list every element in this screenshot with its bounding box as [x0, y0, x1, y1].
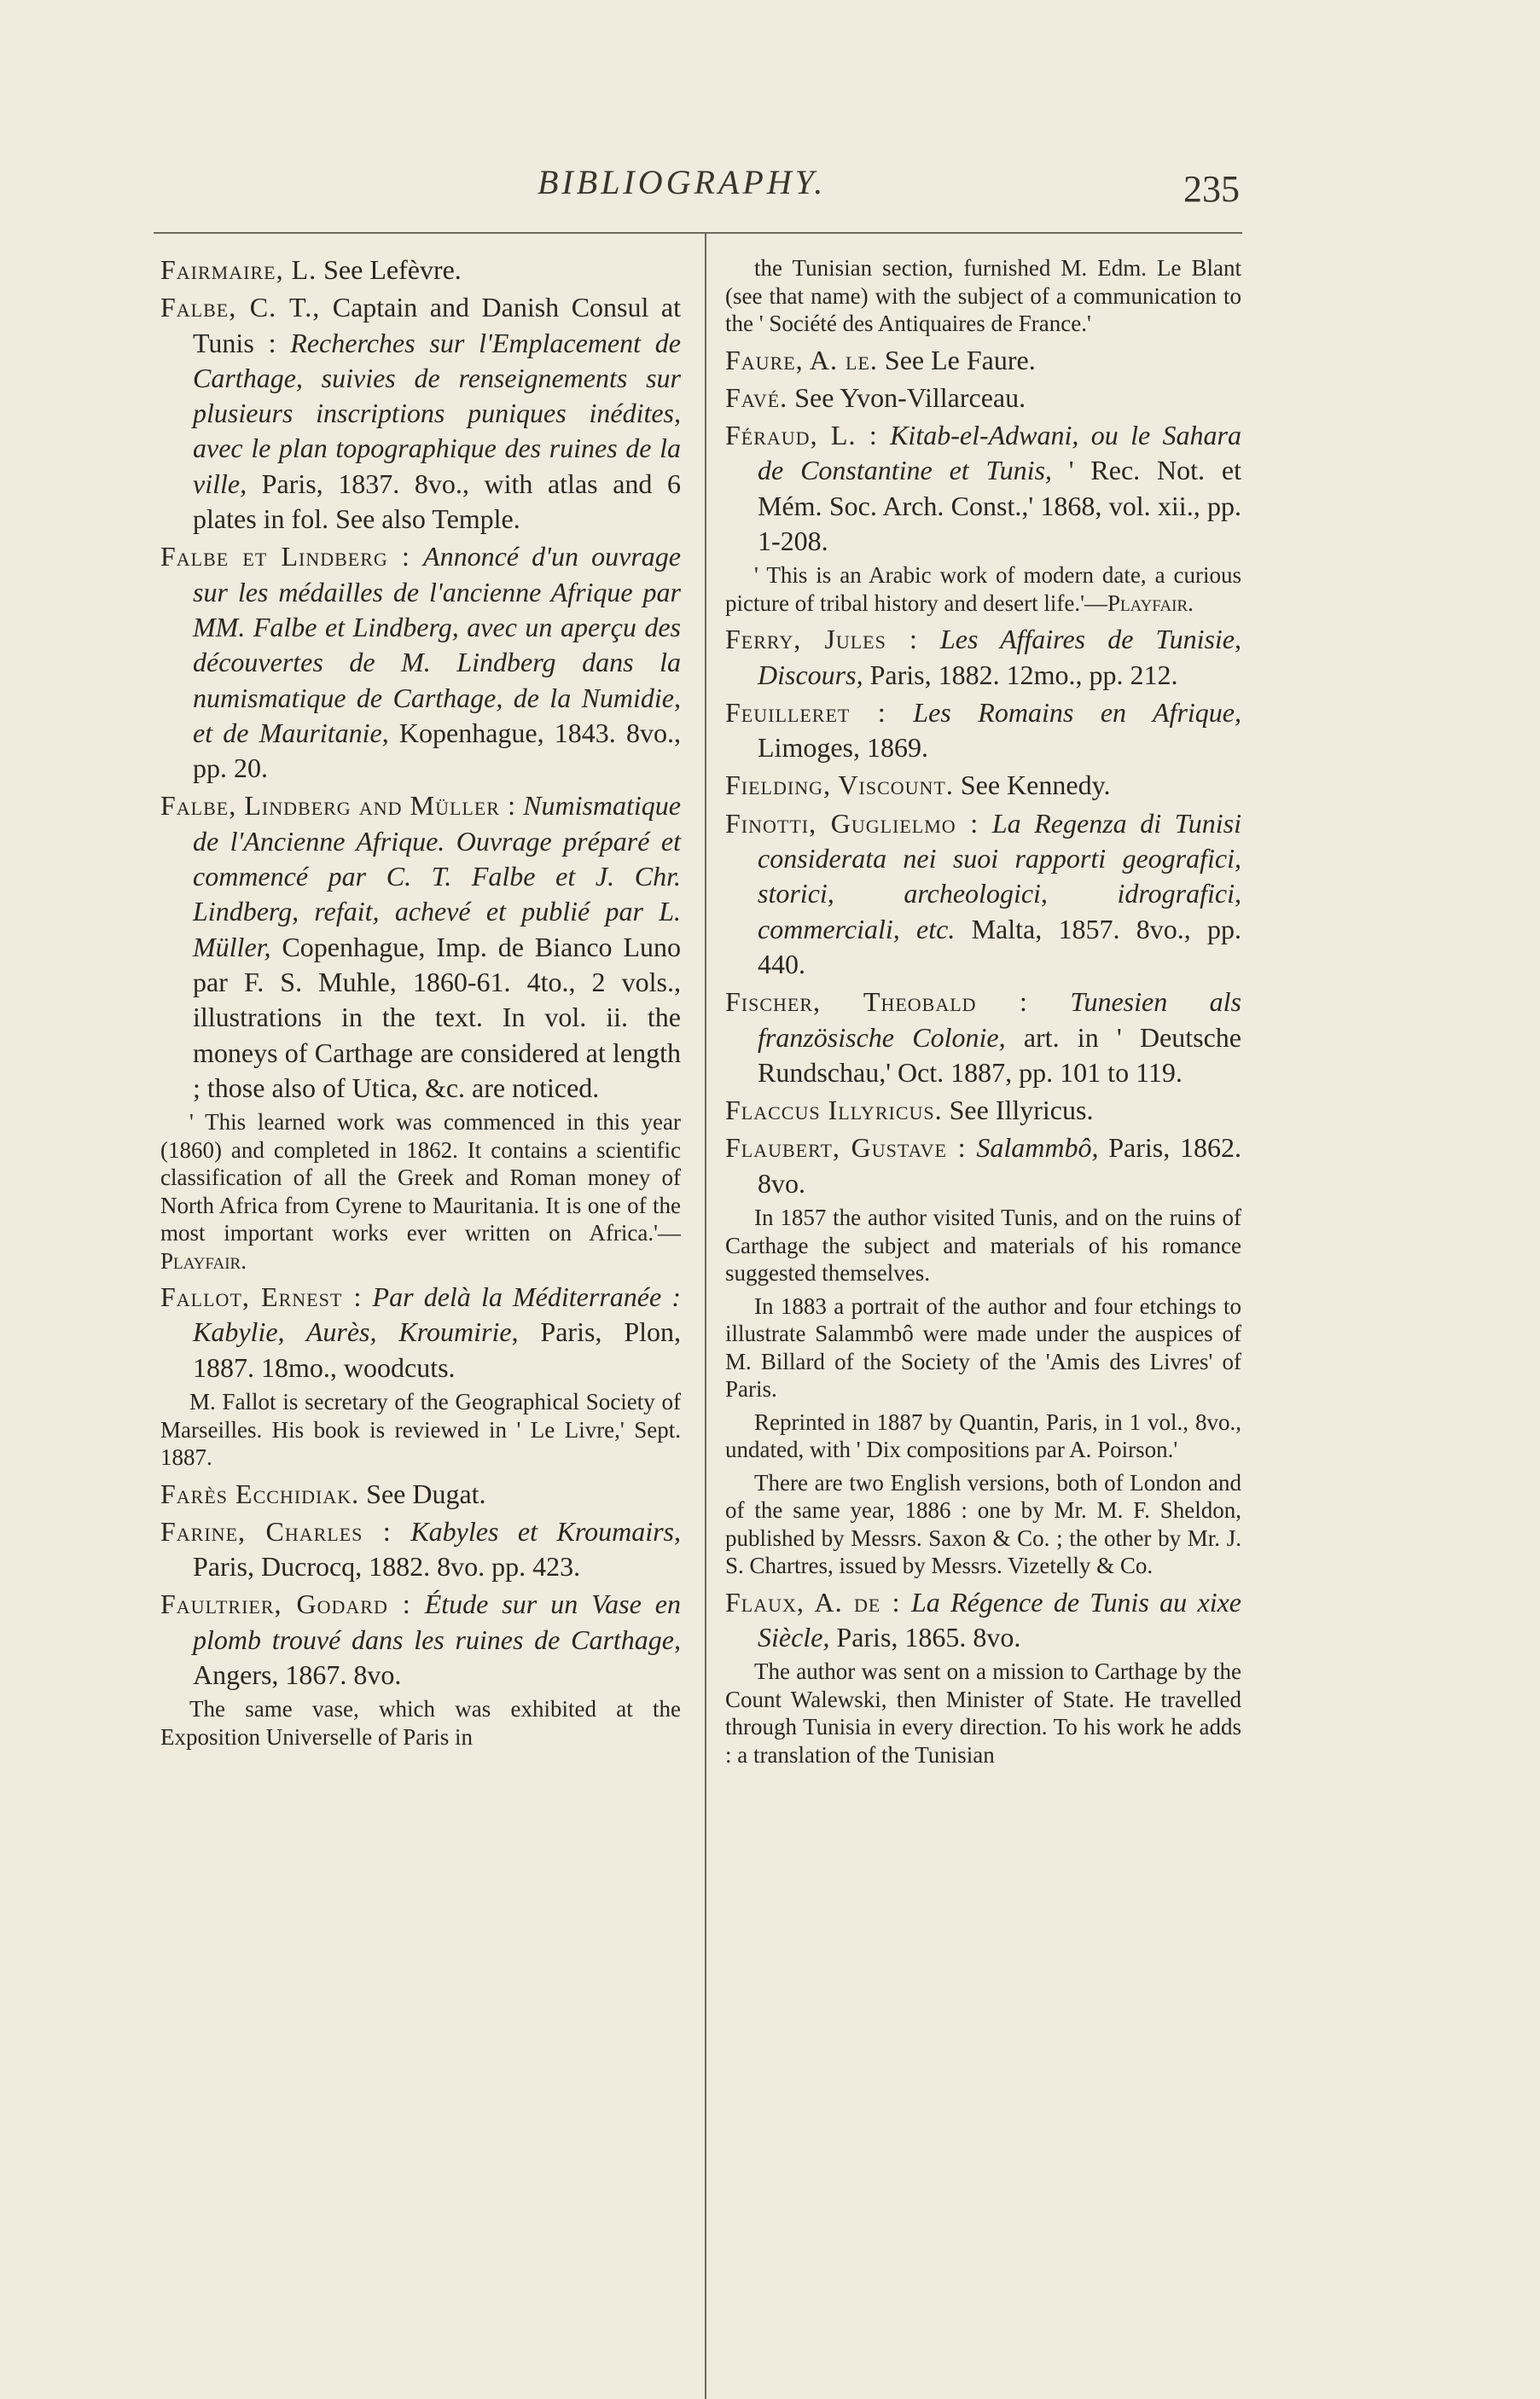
entry-text — [886, 697, 914, 728]
entry-text: See Yvon-Villarceau. — [787, 381, 1026, 413]
entry-details: art. in ' Deutsche Rundschau,' Oct. 1887, pp. 101 to 119. — [758, 1021, 1242, 1088]
entry-author: Fairmaire, L. — [160, 254, 317, 285]
entry-title: Annoncé d'un ouvrage sur les médailles de l'ancienne Afrique par MM. Falbe et Lindberg, avec un aperçu des découvertes de M. Lindberg dans la numismatique de Carthage, de la Numidie, et de Mauritanie, — [193, 541, 682, 748]
left-column — [160, 253, 681, 1756]
entry-author: Falbe, C. T., — [160, 292, 321, 323]
entry-details: Copenhague, Imp. de Bianco Luno par F. S. Muhle, 1860-61. 4to., 2 vols., illustrations in the text. In vol. ii. the moneys of Carthage are considered at length ; those also of Utica, &c. are noticed. — [193, 931, 681, 1103]
entry-title: Par delà la Méditerranée : Kabylie, Aurès, Kroumirie, — [193, 1281, 681, 1348]
note-text: ' This learned work was commenced in this year (1860) and completed in 1862. It contains a scientific classification of all the Greek and Roman money of North Africa from Cyrene to Mauritania. It is one of the most important works ever written on Africa.'— — [160, 1109, 681, 1246]
entry-text: See Kennedy. — [953, 770, 1111, 801]
entry-details: Paris, 1882. 12mo., pp. 212. — [863, 659, 1178, 690]
entry-note — [160, 1388, 681, 1472]
entry-title: Les Romains en Afrique, — [913, 696, 1241, 728]
entry-author: Flaux, A. de : — [725, 1586, 901, 1618]
entry-details: Paris, Ducrocq, 1882. 8vo. pp. 423. — [193, 1551, 581, 1583]
bibliography-entry — [725, 1130, 1241, 1201]
entry-details: Angers, 1867. 8vo. — [193, 1659, 402, 1690]
right-column — [725, 253, 1241, 1774]
entry-author: Fallot, Ernest : — [160, 1281, 363, 1313]
bibliography-entry — [160, 1477, 681, 1512]
note-text: The same vase, which was exhibited at the Exposition Universelle of Paris in — [160, 1696, 681, 1750]
entry-author: Farès Ecchidiak. — [160, 1478, 360, 1509]
note-text: ' This is an Arabic work of modern date, a curious picture of tribal history and desert life.'— — [725, 562, 1241, 616]
entry-author: Falbe, Lindberg and Müller : — [160, 790, 516, 822]
bibliography-entry — [160, 1514, 681, 1585]
bibliography-entry — [725, 1093, 1241, 1128]
entry-details: Limoges, 1869. — [758, 732, 928, 764]
bibliography-entry — [160, 253, 681, 288]
entry-note — [725, 1409, 1241, 1464]
entry-details: Kopenhague, 1843. 8vo., pp. 20. — [193, 717, 682, 784]
entry-text — [918, 624, 940, 654]
entry-text — [410, 541, 423, 572]
page-number: 235 — [1183, 168, 1240, 210]
note-text: There are two English versions, both of London and of the same year, 1886 : one by Mr. M. F. Sheldon, published by Messrs. Saxon & Co. ; the other by Mr. J. S. Chartres, issued by Messrs. Vizetelly & Co. — [725, 1469, 1241, 1579]
entry-details: Malta, 1857. 8vo., pp. 440. — [758, 913, 1242, 979]
entry-title: Recherches sur l'Emplacement de Carthage, suivies de renseignements sur plusieurs inscriptions puniques inédites, avec le plan topographique des ruines de la ville, — [193, 327, 681, 499]
entry-author: Fielding, Viscount. — [725, 770, 954, 801]
entry-details: Paris, 1862. 8vo. — [758, 1132, 1242, 1199]
entry-text — [878, 420, 890, 450]
note-attribution: Playfair. — [1107, 590, 1194, 616]
bibliography-entry — [160, 1587, 681, 1693]
bibliography-entry — [160, 539, 681, 786]
entry-author: Faure, A. le. — [725, 344, 878, 375]
entry-author: Finotti, Guglielmo : — [725, 807, 979, 839]
entry-author: Farine, Charles : — [160, 1515, 392, 1547]
note-text: In 1857 the author visited Tunis, and on the ruins of Carthage the subject and materials of his romance suggested themselves. — [725, 1205, 1241, 1287]
entry-title: La Régence de Tunis au xixe Siècle, — [758, 1586, 1242, 1653]
entry-title: La Regenza di Tunisi considerata nei suoi rapporti geografici, storici, archeologici, idrografici, commerciali, etc. — [758, 807, 1242, 944]
entry-title: Les Affaires de Tunisie, Discours, — [758, 624, 1242, 690]
entry-note — [725, 1658, 1241, 1769]
entry-text — [979, 808, 992, 839]
note-text: In 1883 a portrait of the author and four etchings to illustrate Salammbô were made under the auspices of M. Billard of the Society of the 'Amis des Livres' of Paris. — [725, 1292, 1241, 1403]
entry-author: Flaccus Illyricus. — [725, 1095, 943, 1126]
entry-author: Féraud, L. : — [725, 420, 878, 451]
bibliography-entry — [160, 788, 681, 1106]
entry-title: Kabyles et Kroumairs, — [410, 1515, 682, 1547]
entry-title: Étude sur un Vase en plomb trouvé dans les ruines de Carthage, — [193, 1589, 682, 1655]
entry-text: See Dugat. — [359, 1478, 486, 1509]
bibliography-entry — [725, 380, 1241, 415]
entry-details: ' Rec. Not. et Mém. Soc. Arch. Const.,' 1868, vol. xii., pp. 1-208. — [758, 455, 1242, 556]
note-text: Reprinted in 1887 by Quantin, Paris, in 1 vol., 8vo., undated, with ' Dix compositions par A. Poirson.' — [725, 1409, 1241, 1463]
entry-author: Faultrier, Godard : — [160, 1589, 411, 1620]
entry-text: See Lefèvre. — [317, 254, 462, 285]
entry-note — [725, 1469, 1241, 1580]
entry-author: Flaubert, Gustave : — [725, 1132, 967, 1164]
bibliography-entry — [160, 290, 681, 537]
bibliography-entry — [725, 985, 1241, 1090]
entry-note — [725, 561, 1241, 617]
entry-note — [725, 254, 1241, 338]
entry-author: Fischer, Theobald : — [725, 986, 1028, 1018]
entry-note — [160, 1695, 681, 1751]
page-header-title: BIBLIOGRAPHY. — [538, 163, 827, 201]
entry-author: Feuilleret : — [725, 696, 886, 728]
bibliography-entry — [725, 695, 1241, 766]
bibliography-entry — [160, 1280, 681, 1385]
bibliography-entry — [725, 622, 1241, 693]
entry-text — [967, 1132, 977, 1163]
header-rule — [154, 232, 1242, 234]
entry-text — [392, 1516, 411, 1547]
column-divider — [705, 232, 706, 2399]
entry-title: Salammbô, — [976, 1132, 1099, 1164]
entry-text — [901, 1587, 911, 1618]
bibliography-entry — [725, 1585, 1241, 1656]
entry-text — [516, 790, 523, 821]
entry-note — [725, 1204, 1241, 1287]
entry-author: Favé. — [725, 381, 788, 413]
entry-note — [160, 1108, 681, 1275]
entry-text: See Illyricus. — [942, 1095, 1094, 1126]
entry-text — [1028, 986, 1070, 1017]
entry-note — [725, 1292, 1241, 1403]
entry-text: Captain and Danish Consul at Tunis : — [193, 292, 681, 358]
entry-title: Tunesien als französische Colonie, — [758, 986, 1241, 1053]
bibliography-entry — [725, 418, 1241, 559]
entry-author: Ferry, Jules : — [725, 624, 918, 655]
entry-text — [362, 1281, 372, 1312]
entry-title: Numismatique de l'Ancienne Afrique. Ouvrage préparé et commencé par C. T. Falbe et J. Chr. Lindberg, refait, achevé et publié par L. Müller, — [193, 790, 681, 962]
entry-title: Kitab-el-Adwani, ou le Sahara de Constantine et Tunis, — [758, 420, 1242, 486]
entry-details: Paris, 1865. 8vo. — [829, 1621, 1021, 1653]
bibliography-entry — [725, 343, 1241, 378]
entry-text — [411, 1589, 425, 1619]
note-attribution: Playfair. — [160, 1247, 247, 1274]
entry-details: Paris, 1837. 8vo., with atlas and 6 plates in fol. See also Temple. — [193, 468, 681, 535]
bibliography-entry — [725, 806, 1241, 982]
note-text: M. Fallot is secretary of the Geographical Society of Marseilles. His book is reviewed in ' Le Livre,' Sept. 1887. — [160, 1389, 681, 1471]
entry-text: See Le Faure. — [877, 344, 1036, 375]
note-text: the Tunisian section, furnished M. Edm. Le Blant (see that name) with the subject of a communication to the ' Société des Antiquaires de France.' — [725, 255, 1241, 336]
bibliography-entry — [725, 768, 1241, 803]
entry-details: Paris, Plon, 1887. 18mo., woodcuts. — [193, 1316, 682, 1383]
entry-author: Falbe et Lindberg : — [160, 541, 410, 572]
note-text: The author was sent on a mission to Carthage by the Count Walewski, then Minister of State. He travelled through Tunisia in every direction. To his work he adds : a translation of the Tunisian — [725, 1658, 1241, 1768]
